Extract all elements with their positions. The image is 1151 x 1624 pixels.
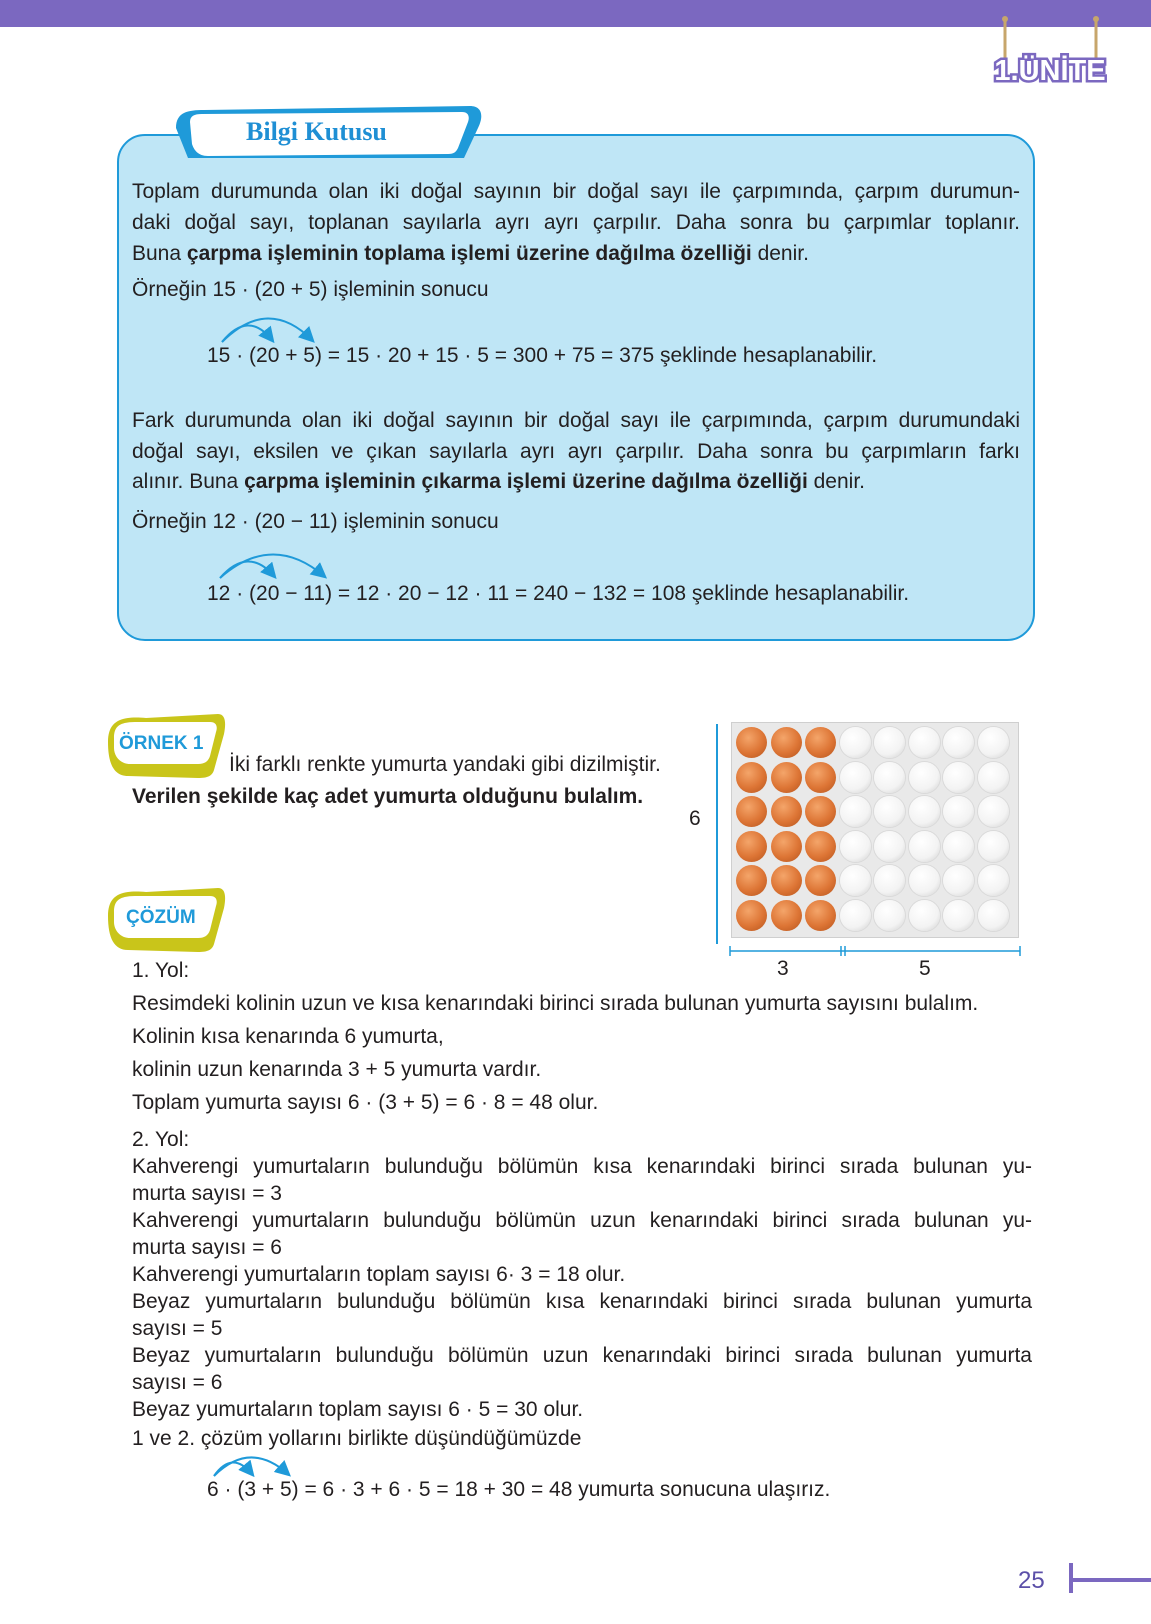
brown-egg [736,727,767,758]
white-egg [943,831,974,862]
page-number: 25 [1018,1567,1045,1594]
white-egg [909,900,940,931]
page-marker-line [1071,1578,1151,1582]
brown-egg [805,865,836,896]
brown-egg [736,865,767,896]
way-1-line-3: kolinin uzun kenarında 3 + 5 yumurta vardır. [132,1058,542,1081]
rows-dimension-line [716,724,718,944]
brown-egg [736,762,767,793]
info-paragraph-2-line-2: doğal sayı, eksilen ve çıkan sayılarla ayrı ayrı çarpılır. Daha sonra bu çarpımların farkı [132,440,1020,463]
white-egg [978,727,1009,758]
white-egg [978,762,1009,793]
brown-egg [805,796,836,827]
white-egg [943,762,974,793]
brown-egg [805,727,836,758]
white-egg [840,831,871,862]
brown-egg [736,831,767,862]
distributive-subtraction-term: çarpma işleminin çıkarma işlemi üzerine dağılma özelliği [244,470,808,493]
brown-egg [771,762,802,793]
white-egg [840,900,871,931]
white-egg [874,900,905,931]
example-1-intro: Örneğin 15 · (20 + 5) işleminin sonucu [132,278,489,301]
white-egg [978,865,1009,896]
white-egg [943,900,974,931]
white-egg [909,831,940,862]
conclusion-equation: 6 · (3 + 5) = 6 · 3 + 6 · 5 = 18 + 30 = 48 yumurta sonucuna ulaşırız. [207,1478,831,1501]
solution-label: ÇÖZÜM [126,907,196,928]
brown-egg [736,900,767,931]
distributive-addition-term: çarpma işleminin toplama işlemi üzerine dağılma özelliği [186,242,752,265]
white-egg [874,796,905,827]
way-2-line-1: Kahverengi yumurtaların bulunduğu bölümün kısa kenarındaki birinci sırada bulunan yu- [132,1155,1032,1178]
distribution-arrows-2 [216,546,336,582]
top-bar [0,0,1151,27]
info-paragraph-2-line-3: alınır. Buna çarpma işleminin çıkarma işlemi üzerine dağılma özelliği denir. [132,470,866,493]
way-2-line-2: murta sayısı = 3 [132,1182,282,1205]
way-2-title: 2. Yol: [132,1128,190,1151]
unit-badge [980,14,1120,94]
info-paragraph-1-line-1: Toplam durumunda olan iki doğal sayının bir doğal sayı ile çarpımında, çarpım durumun- [132,180,1020,203]
way-2-line-4: murta sayısı = 6 [132,1236,282,1259]
white-columns-label: 5 [919,957,931,980]
way-2-line-7: sayısı = 5 [132,1317,223,1340]
brown-egg [771,796,802,827]
brown-egg [805,762,836,793]
example-2-intro: Örneğin 12 · (20 − 11) işleminin sonucu [132,510,499,533]
white-egg [874,727,905,758]
white-egg [978,831,1009,862]
brown-egg [736,796,767,827]
way-2-line-10: Beyaz yumurtaların toplam sayısı 6 · 5 = 30 olur. [132,1398,584,1421]
info-box-title: Bilgi Kutusu [246,117,387,146]
example-line-2: Verilen şekilde kaç adet yumurta olduğunu bulalım. [132,785,644,808]
conclusion-intro: 1 ve 2. çözüm yollarını birlikte düşündüğümüzde [132,1427,582,1450]
way-2-line-9: sayısı = 6 [132,1371,223,1394]
white-egg [840,727,871,758]
brown-egg [805,900,836,931]
way-1-line-2: Kolinin kısa kenarında 6 yumurta, [132,1025,444,1048]
white-egg [840,865,871,896]
white-egg [909,762,940,793]
info-paragraph-1-line-2: daki doğal sayı, toplanan sayılarla ayrı ayrı çarpılır. Daha sonra bu çarpımlar toplanır. [132,211,1020,234]
brown-egg [771,831,802,862]
way-2-line-3: Kahverengi yumurtaların bulunduğu bölümün uzun kenarındaki birinci sırada bulunan yu- [132,1209,1032,1232]
white-egg [943,796,974,827]
way-1-title: 1. Yol: [132,959,190,982]
brown-egg [771,865,802,896]
white-egg [909,727,940,758]
columns-dimension-line [728,944,1022,958]
white-egg [874,831,905,862]
way-2-line-6: Beyaz yumurtaların bulunduğu bölümün kısa kenarındaki birinci sırada bulunan yumurta [132,1290,1032,1313]
brown-egg [771,900,802,931]
info-paragraph-1-line-3: Buna çarpma işleminin toplama işlemi üzerine dağılma özelliği denir. [132,242,809,265]
white-egg [909,865,940,896]
egg-tray [731,722,1019,938]
brown-egg [805,831,836,862]
brown-columns-label: 3 [777,957,789,980]
white-egg [978,796,1009,827]
way-1-line-4: Toplam yumurta sayısı 6 · (3 + 5) = 6 · 8 = 48 olur. [132,1091,599,1114]
info-paragraph-2-line-1: Fark durumunda olan iki doğal sayının bir doğal sayı ile çarpımında, çarpım durumundaki [132,409,1020,432]
example-label: ÖRNEK 1 [119,733,204,754]
white-egg [909,796,940,827]
brown-egg [771,727,802,758]
white-egg [874,762,905,793]
way-1-line-1: Resimdeki kolinin uzun ve kısa kenarındaki birinci sırada bulunan yumurta sayısını bulalım. [132,992,979,1015]
white-egg [840,796,871,827]
white-egg [943,865,974,896]
example-1-equation: 15 · (20 + 5) = 15 · 20 + 15 · 5 = 300 + 75 = 375 şeklinde hesaplanabilir. [207,344,878,367]
white-egg [840,762,871,793]
way-2-line-5: Kahverengi yumurtaların toplam sayısı 6· 3 = 18 olur. [132,1263,626,1286]
rows-count-label: 6 [689,807,701,830]
way-2-line-8: Beyaz yumurtaların bulunduğu bölümün uzun kenarındaki birinci sırada bulunan yumurta [132,1344,1032,1367]
white-egg [943,727,974,758]
unit-badge-text: 1.ÜNİTE [994,55,1106,87]
example-2-equation: 12 · (20 − 11) = 12 · 20 − 12 · 11 = 240 − 132 = 108 şeklinde hesaplanabilir. [207,582,910,605]
white-egg [874,865,905,896]
example-line-1: İki farklı renkte yumurta yandaki gibi dizilmiştir. [229,753,661,776]
white-egg [978,900,1009,931]
